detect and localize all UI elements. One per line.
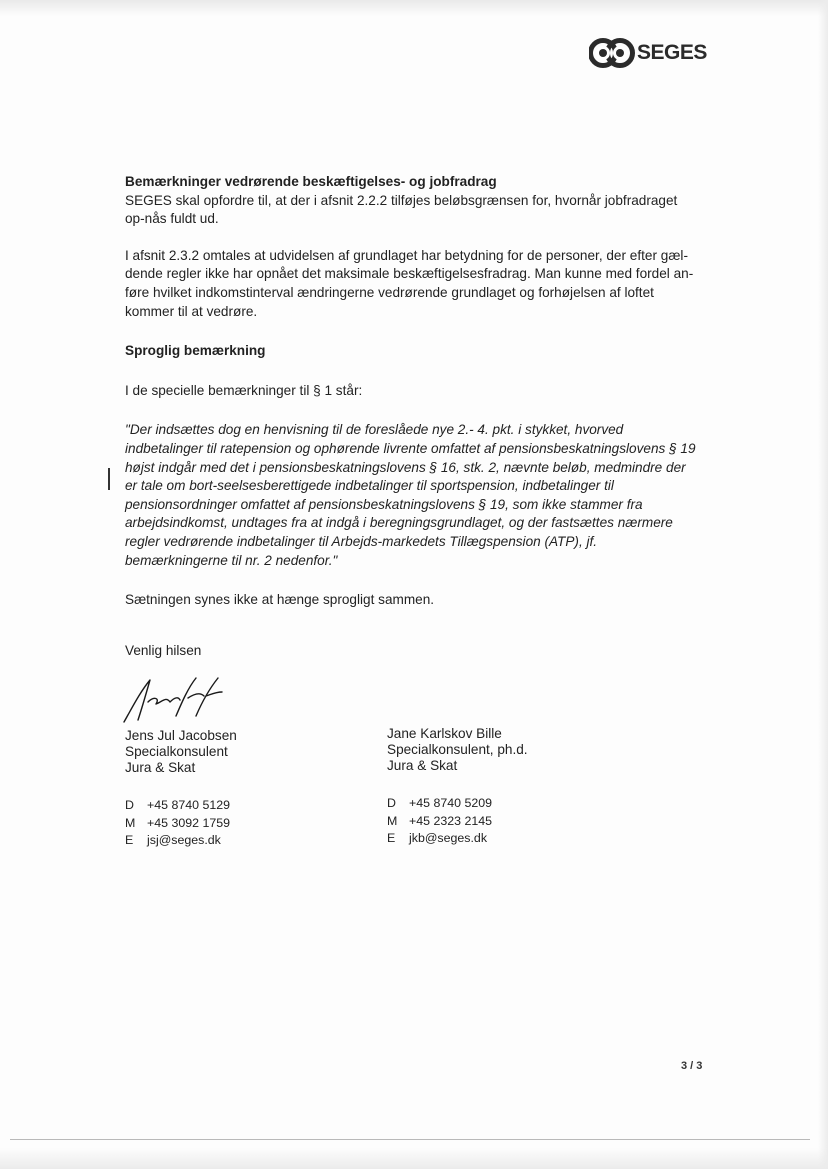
paragraph-grundlag: I afsnit 2.3.2 omtales at udvidelsen af grundlaget har betydning for de personer, der efter gæl-dende regler ikke har opnået det maksimale beskæftigelsesfradrag. Man kunne med fordel an-føre hvilket indkomstinterval ændringerne vedrørende grundlaget og forhøjelsen af loftet kommer til at vedrøre.	[125, 247, 694, 319]
contact-mobile: M +45 2323 2145	[387, 813, 493, 828]
paragraph-closing: Sætningen synes ikke at hænge sprogligt sammen.	[125, 592, 435, 608]
contact-direct: D +45 8740 5209	[387, 796, 493, 810]
quoted-text: "Der indsættes dog en henvisning til de foreslåede nye 2.- 4. pkt. i stykket, hvorved indbetalinger til ratepension og ophørende livrente omfattet af pensionsbeskatningslovens § 19 højst indgår med det i pensionsbeskatningslovens § 16, stk. 2, nævnte beløb, medmindre der er tale om bort-seelsesberettigede indbetalinger til sportspension, indbetalinger til pensionsordninger omfattet af pensionsbeskatningslovens § 19, som ikke stammer fra arbejdsindkomst, undtages fra at indgå i beregningsgrundlaget, og der fastsættes nærmere regler vedrørende indbetalinger til Arbejds-markedets Tillægspension (ATP), jf. bemærkningerne til nr. 2 nedenfor."	[125, 422, 696, 568]
scan-shadow-right	[818, 0, 828, 1169]
scan-shadow-top	[0, 0, 828, 16]
paragraph-intro: I de specielle bemærkninger til § 1 står:	[125, 382, 363, 398]
signatory-department: Jura & Skat	[125, 760, 196, 775]
logo-wordmark: SEGES	[637, 41, 707, 64]
margin-mark	[108, 468, 110, 490]
section-heading-jobfradrag: Bemærkninger vedrørende beskæftigelses- og jobfradrag	[125, 174, 497, 189]
signatory-jens	[125, 728, 237, 850]
contact-block	[125, 797, 237, 850]
signatory-name: Jens Jul Jacobsen	[125, 728, 237, 743]
section-heading-sproglig: Sproglig bemærkning	[125, 343, 266, 359]
signatory-name: Jane Karlskov Bille	[387, 726, 502, 741]
page-edge-line	[10, 1139, 810, 1140]
paragraph-jobfradrag: SEGES skal opfordre til, at der i afsnit 2.2.2 tilføjes beløbsgrænsen for, hvornår jobfradraget op-nås fuldt ud.	[125, 192, 678, 227]
contact-block	[387, 795, 528, 848]
letter-body	[125, 173, 700, 610]
signatory-jane	[387, 726, 528, 848]
contact-email[interactable]: E jkb@seges.dk	[387, 831, 488, 845]
signatory-title: Specialkonsulent, ph.d.	[387, 742, 528, 757]
greeting: Venlig hilsen	[125, 643, 202, 658]
signatory-title: Specialkonsulent	[125, 744, 228, 759]
contact-email[interactable]: E jsj@seges.dk	[125, 833, 221, 847]
seges-logo	[589, 37, 709, 69]
handwritten-signature	[118, 672, 228, 728]
contact-direct: D +45 8740 5129	[125, 798, 231, 812]
page-number: 3 / 3	[681, 1060, 703, 1072]
contact-mobile: M +45 3092 1759	[125, 815, 231, 830]
scan-shadow-bottom	[0, 1148, 828, 1169]
signatory-department: Jura & Skat	[387, 758, 458, 773]
seges-logo-icon	[589, 38, 635, 68]
